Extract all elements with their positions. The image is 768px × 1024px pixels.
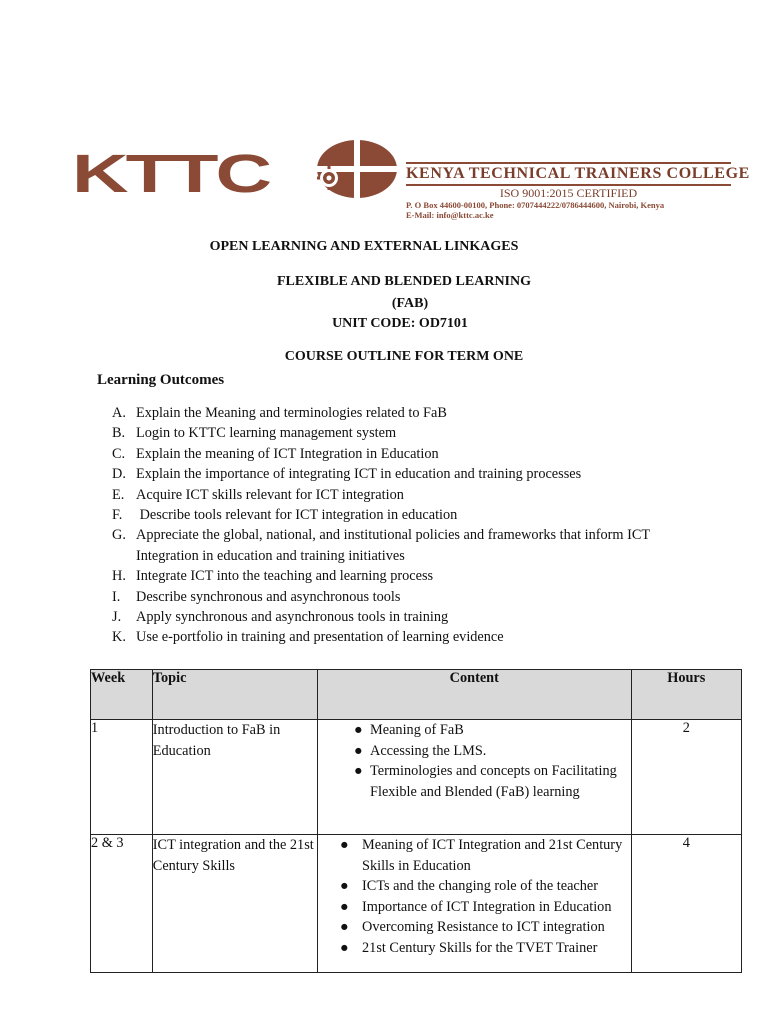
iso-certification: ISO 9001:2015 CERTIFIED <box>499 186 638 200</box>
bullet-icon: ● <box>354 763 363 780</box>
list-item: ● 21st Century Skills for the TVET Trainer <box>318 938 631 959</box>
course-abbreviation: (FAB) <box>391 296 429 311</box>
course-title: FLEXIBLE AND BLENDED LEARNING <box>277 274 531 289</box>
list-item: K. Use e-portfolio in training and presentation of learning evidence <box>112 629 504 646</box>
content-list <box>318 720 631 802</box>
bullet-icon: ● <box>340 878 349 895</box>
list-item: A. Explain the Meaning and terminologies related to FaB <box>112 405 447 421</box>
content-cell <box>318 835 632 973</box>
content-list <box>318 835 631 959</box>
topic-cell: ICT integration and the 21st Century Skills <box>152 835 317 973</box>
table-row <box>91 835 742 973</box>
learning-outcomes-heading: Learning Outcomes <box>97 372 225 388</box>
list-item: ● ICTs and the changing role of the teacher <box>318 876 631 897</box>
header-content: Content <box>318 670 632 720</box>
week-cell: 1 <box>91 720 153 835</box>
college-name: KENYA TECHNICAL TRAINERS COLLEGE <box>406 162 731 186</box>
bullet-icon: ● <box>340 837 349 853</box>
list-item: F. Describe tools relevant for ICT integration in education <box>112 507 458 524</box>
college-address: P. O Box 44600-00100, Phone: 0707444222/0786444600, Nairobi, Kenya <box>406 200 665 210</box>
list-item: E. Acquire ICT skills relevant for ICT integration <box>112 486 404 503</box>
week-cell: 2 & 3 <box>91 835 153 973</box>
list-item: H. Integrate ICT into the teaching and learning process <box>112 568 434 585</box>
letterhead <box>72 134 750 220</box>
list-item: J. Apply synchronous and asynchronous tools in training <box>112 609 449 626</box>
header-hours: Hours <box>631 670 741 720</box>
course-outline-table <box>90 669 742 973</box>
bullet-icon: ● <box>354 742 363 759</box>
unit-code: UNIT CODE: OD7101 <box>332 316 468 331</box>
bullet-icon: ● <box>340 939 349 956</box>
list-item: G. Appreciate the global, national, and institutional policies and frameworks that inform ICT Integration in education and training initiatives <box>112 527 650 564</box>
topic-cell: Introduction to FaB in Education <box>152 720 317 835</box>
list-item: I. Describe synchronous and asynchronous tools <box>112 588 401 605</box>
bullet-icon: ● <box>340 898 349 915</box>
hours-cell: 2 <box>631 720 741 835</box>
list-item: ● Terminologies and concepts on Facilitating Flexible and Blended (FaB) learning <box>354 763 617 800</box>
list-item: ● Meaning of FaB <box>318 720 631 741</box>
list-item: D. Explain the importance of integrating ICT in education and training processes <box>112 466 582 483</box>
list-item: B. Login to KTTC learning management system <box>112 425 397 442</box>
college-email: E-Mail: info@kttc.ac.ke <box>406 210 494 220</box>
list-item: C. Explain the meaning of ICT Integration in Education <box>112 445 439 462</box>
header-week: Week <box>91 670 153 720</box>
department-title: OPEN LEARNING AND EXTERNAL LINKAGES <box>209 239 519 254</box>
list-item: ● Accessing the LMS. <box>318 741 631 762</box>
table-row <box>91 720 742 835</box>
college-logo-text: KTTC <box>72 144 270 204</box>
bullet-icon: ● <box>354 722 363 738</box>
list-item: ● Meaning of ICT Integration and 21st Century Skills in Education <box>340 837 623 874</box>
hours-cell: 4 <box>631 835 741 973</box>
header-topic: Topic <box>152 670 317 720</box>
table-header-row <box>91 670 742 720</box>
list-item: ● Importance of ICT Integration in Education <box>318 897 631 918</box>
outline-title: COURSE OUTLINE FOR TERM ONE <box>284 349 524 364</box>
bullet-icon: ● <box>340 919 349 936</box>
college-details <box>406 162 750 220</box>
content-cell <box>318 720 632 835</box>
learning-outcomes-list <box>112 403 712 648</box>
college-emblem-icon <box>307 138 399 200</box>
list-item: ● Overcoming Resistance to ICT integration <box>318 917 631 938</box>
